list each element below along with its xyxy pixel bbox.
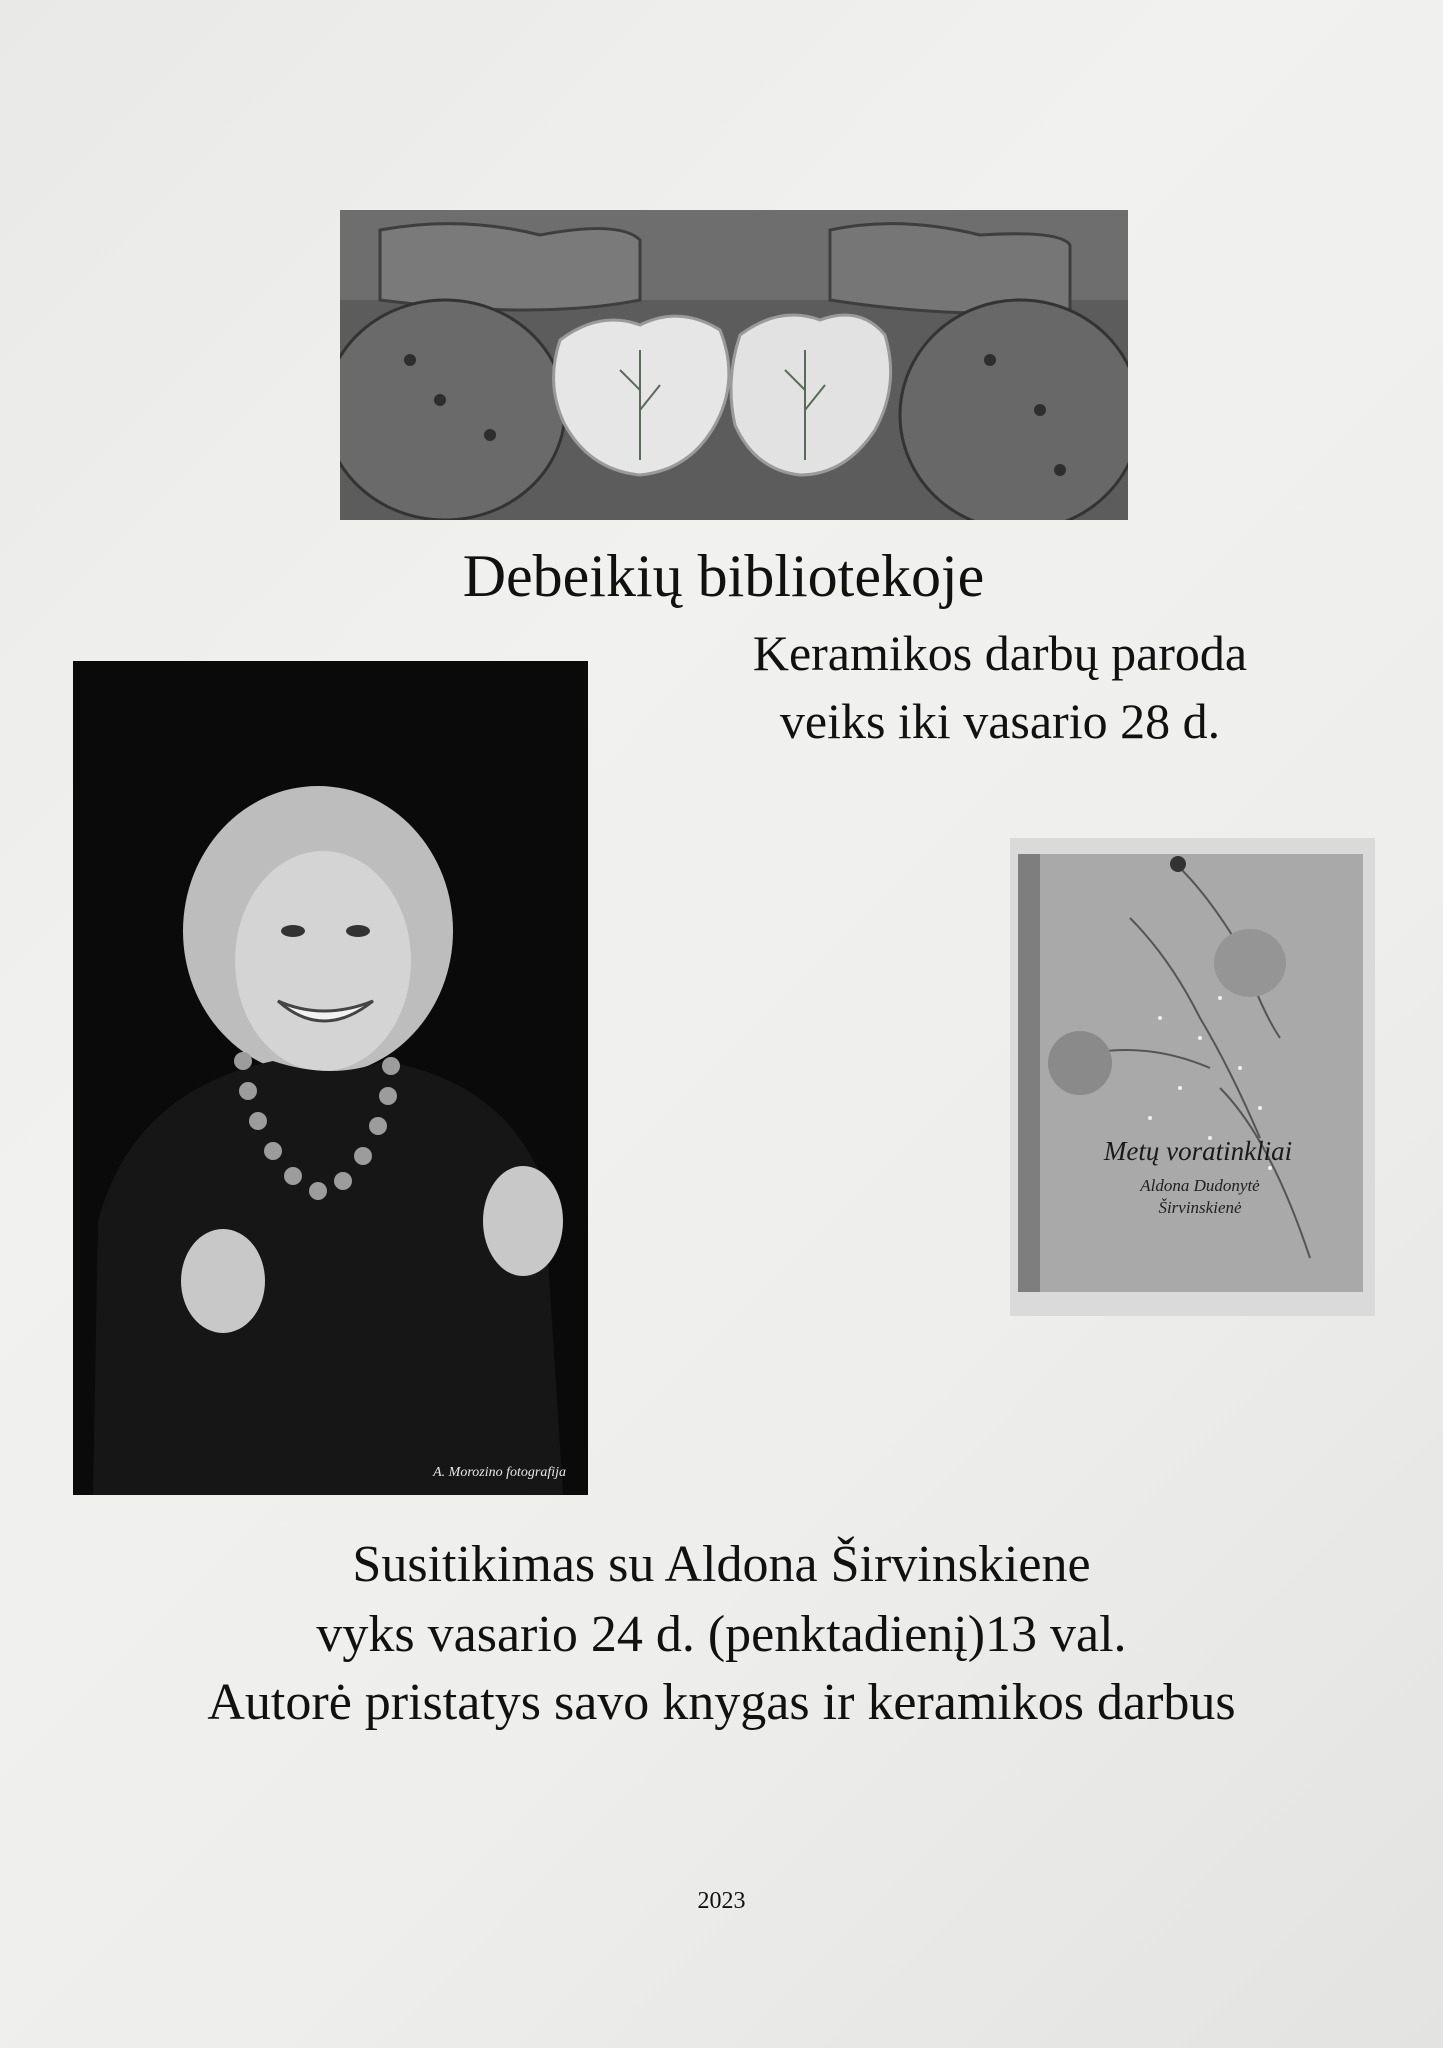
meeting-line-3: Autorė pristatys savo knygas ir keramikos darbus: [207, 1674, 1236, 1731]
ceramics-photo: [340, 210, 1128, 520]
photo-credit: A. Morozino fotografija: [433, 1465, 566, 1480]
page-title: Debeikių bibliotekoje: [462, 543, 985, 609]
author-portrait-photo: [73, 661, 588, 1495]
meeting-line-1: Susitikimas su Aldona Širvinskiene: [352, 1536, 1091, 1593]
meeting-line-2: vyks vasario 24 d. (penktadienį)13 val.: [316, 1606, 1127, 1663]
footer-year: 2023: [697, 1888, 746, 1914]
exhibition-line-2: veiks iki vasario 28 d.: [779, 693, 1221, 749]
book-author-line-2: Širvinskienė: [1158, 1198, 1242, 1217]
exhibition-line-1: Keramikos darbų paroda: [752, 625, 1248, 681]
book-author-line-1: Aldona Dudonytė: [1140, 1176, 1260, 1195]
book-title: Metų voratinkliai: [1103, 1136, 1293, 1166]
book-cover: [1010, 838, 1375, 1316]
